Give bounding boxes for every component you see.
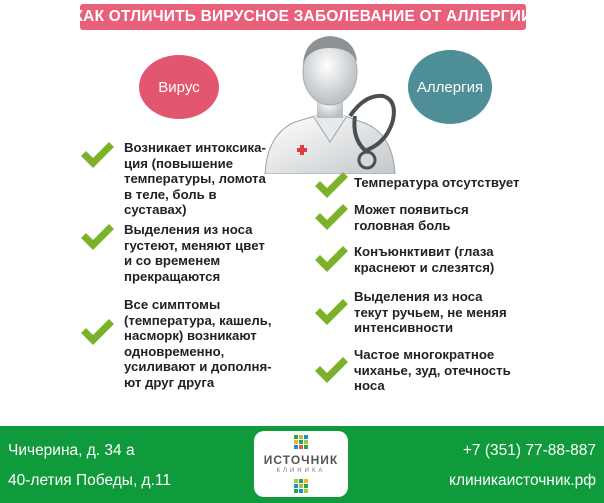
checkmark-icon	[312, 202, 350, 232]
list-item	[312, 347, 514, 394]
list-item	[78, 140, 274, 218]
page-title: КАК ОТЛИЧИТЬ ВИРУСНОЕ ЗАБОЛЕВАНИЕ ОТ АЛЛЕРГИИ	[73, 8, 533, 25]
logo-name: ИСТОЧНИК	[263, 453, 339, 467]
list-item-text: Все симптомы (температура, кашель, насморк) возникают одновременно, усиливают и дополня-ют друг друга	[124, 297, 272, 390]
virus-badge	[139, 55, 219, 119]
footer-address-1: Чичерина, д. 34 а	[8, 442, 135, 459]
allergy-badge	[408, 50, 492, 124]
checkmark-icon	[312, 244, 350, 274]
checkmark-icon	[312, 170, 350, 200]
list-item-text: Возникает интоксика-ция (повышение температуры, ломота в теле, боль в суставах)	[124, 140, 266, 217]
checkmark-icon	[78, 317, 116, 347]
footer-website-link[interactable]: клиникаисточник.рф	[449, 472, 596, 489]
clinic-logo	[254, 431, 348, 497]
logo-mosaic-icon	[294, 479, 308, 493]
checkmark-icon	[78, 140, 116, 170]
list-item	[78, 222, 274, 284]
list-item-text: Может появиться головная боль	[354, 202, 469, 233]
virus-label: Вирус	[158, 78, 200, 96]
doctor-illustration	[255, 24, 405, 174]
list-item	[312, 289, 516, 336]
checkmark-icon	[312, 297, 350, 327]
list-item-text: Конъюнктивит (глаза краснеют и слезятся)	[354, 244, 495, 275]
list-item-text: Выделения из носа текут ручьем, не меняя интенсивности	[354, 289, 507, 335]
footer-phone[interactable]: +7 (351) 77-88-887	[462, 442, 596, 459]
list-item-text: Температура отсутствует	[354, 175, 520, 190]
list-item	[312, 202, 474, 233]
checkmark-icon	[78, 222, 116, 252]
list-item	[312, 244, 504, 275]
allergy-label: Аллергия	[416, 78, 484, 96]
footer-address-2: 40-летия Победы, д.11	[8, 472, 171, 489]
list-item-text: Выделения из носа густеют, меняют цвет и со временем прекращаются	[124, 222, 265, 284]
checkmark-icon	[312, 355, 350, 385]
list-item-text: Частое многократное чиханье, зуд, отечность носа	[354, 347, 511, 393]
list-item	[312, 170, 529, 200]
logo-subtitle: КЛИНИКА	[276, 468, 326, 474]
logo-mosaic-icon	[294, 435, 308, 449]
list-item	[78, 297, 274, 390]
